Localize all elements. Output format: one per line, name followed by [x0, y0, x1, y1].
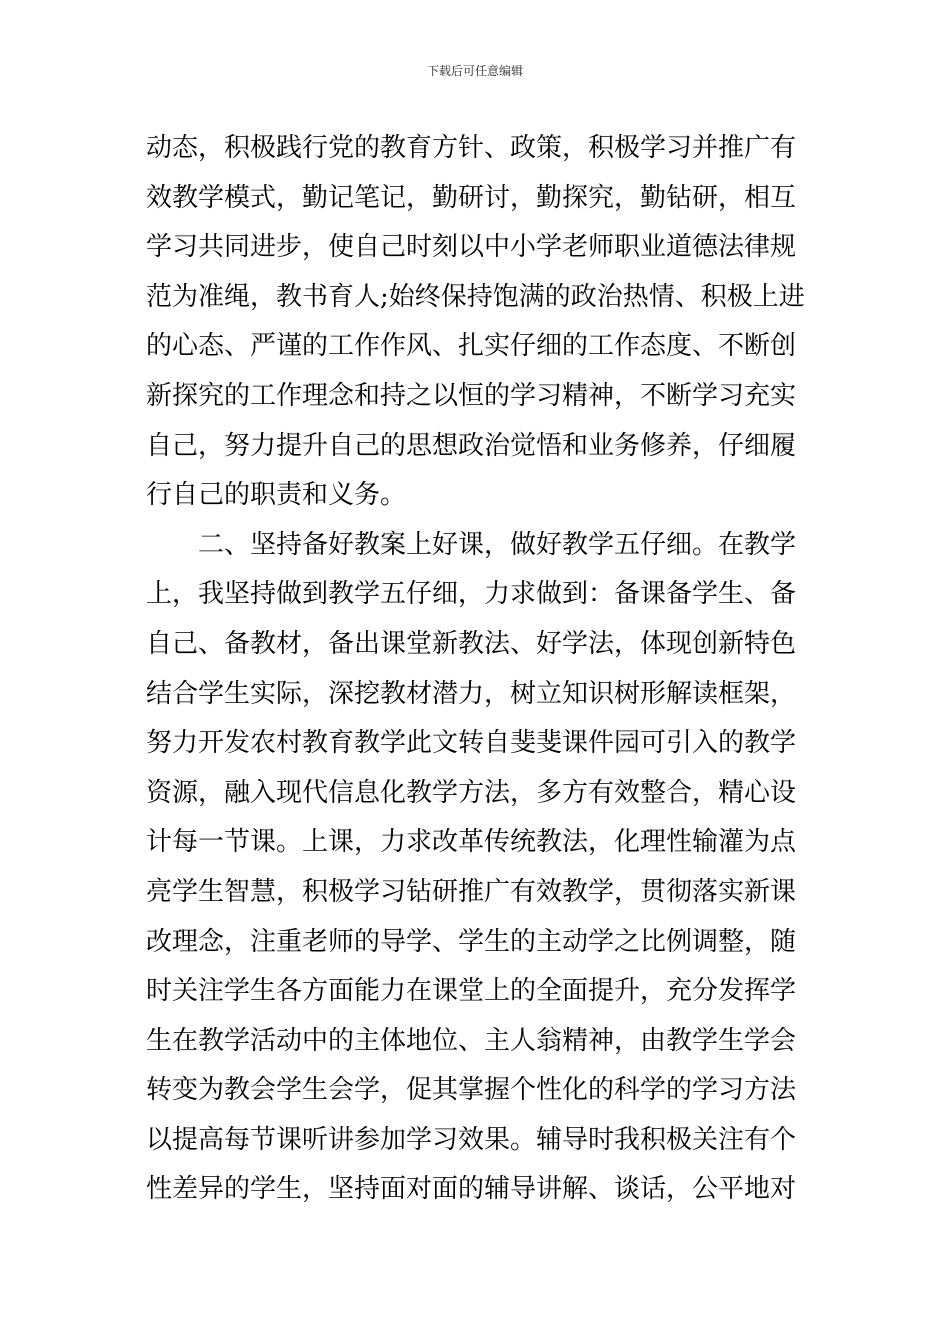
paragraph-line: 自己，努力提升自己的思想政治觉悟和业务修养，仔细履: [146, 430, 797, 461]
document-body: [146, 124, 811, 1215]
paragraph-line: 努力开发农村教育教学此文转自斐斐课件园可引入的教学: [146, 728, 797, 759]
page-header: 下载后可任意编辑: [426, 64, 523, 78]
paragraph-line: 结合学生实际，深挖教材潜力，树立知识树形解读框架，: [146, 678, 797, 709]
paragraph-line: 性差异的学生，坚持面对面的辅导讲解、谈话，公平地对: [146, 1174, 797, 1205]
paragraph-line: 计每一节课。上课，力求改革传统教法，化理性输灌为点: [146, 827, 797, 858]
paragraph-line: 的心态、严谨的工作作风、扎实仔细的工作态度、不断创: [146, 331, 797, 362]
paragraph-line: 亮学生智慧，积极学习钻研推广有效教学，贯彻落实新课: [146, 876, 797, 907]
paragraph-first-line: 二、坚持备好教案上好课，做好教学五仔细。在教学: [198, 529, 797, 560]
paragraph-line: 效教学模式，勤记笔记，勤研讨，勤探究，勤钻研，相互: [146, 182, 797, 213]
paragraph-line: 改理念，注重老师的导学、学生的主动学之比例调整，随: [146, 926, 797, 957]
paragraph-line: 以提高每节课听讲参加学习效果。辅导时我积极关注有个: [146, 1124, 797, 1155]
paragraph-line: 范为准绳，教书育人;始终保持饱满的政治热情、积极上进: [146, 281, 805, 312]
paragraph-line: 行自己的职责和义务。: [146, 480, 407, 511]
paragraph-line: 生在教学活动中的主体地位、主人翁精神，由教学生学会: [146, 1025, 797, 1056]
paragraph-line: 转变为教会学生会学，促其掌握个性化的科学的学习方法: [146, 1075, 797, 1106]
paragraph-line: 上，我坚持做到教学五仔细，力求做到：备课备学生、备: [146, 579, 797, 610]
paragraph-line: 资源，融入现代信息化教学方法，多方有效整合，精心设: [146, 777, 797, 808]
paragraph-line: 动态，积极践行党的教育方针、政策，积极学习并推广有: [146, 133, 797, 163]
paragraph-line: 时关注学生各方面能力在课堂上的全面提升，充分发挥学: [146, 976, 797, 1007]
paragraph-line: 自己、备教材，备出课堂新教法、好学法，体现创新特色: [146, 628, 797, 659]
paragraph-line: 学习共同进步，使自己时刻以中小学老师职业道德法律规: [146, 232, 797, 263]
paragraph-line: 新探究的工作理念和持之以恒的学习精神，不断学习充实: [146, 380, 797, 411]
